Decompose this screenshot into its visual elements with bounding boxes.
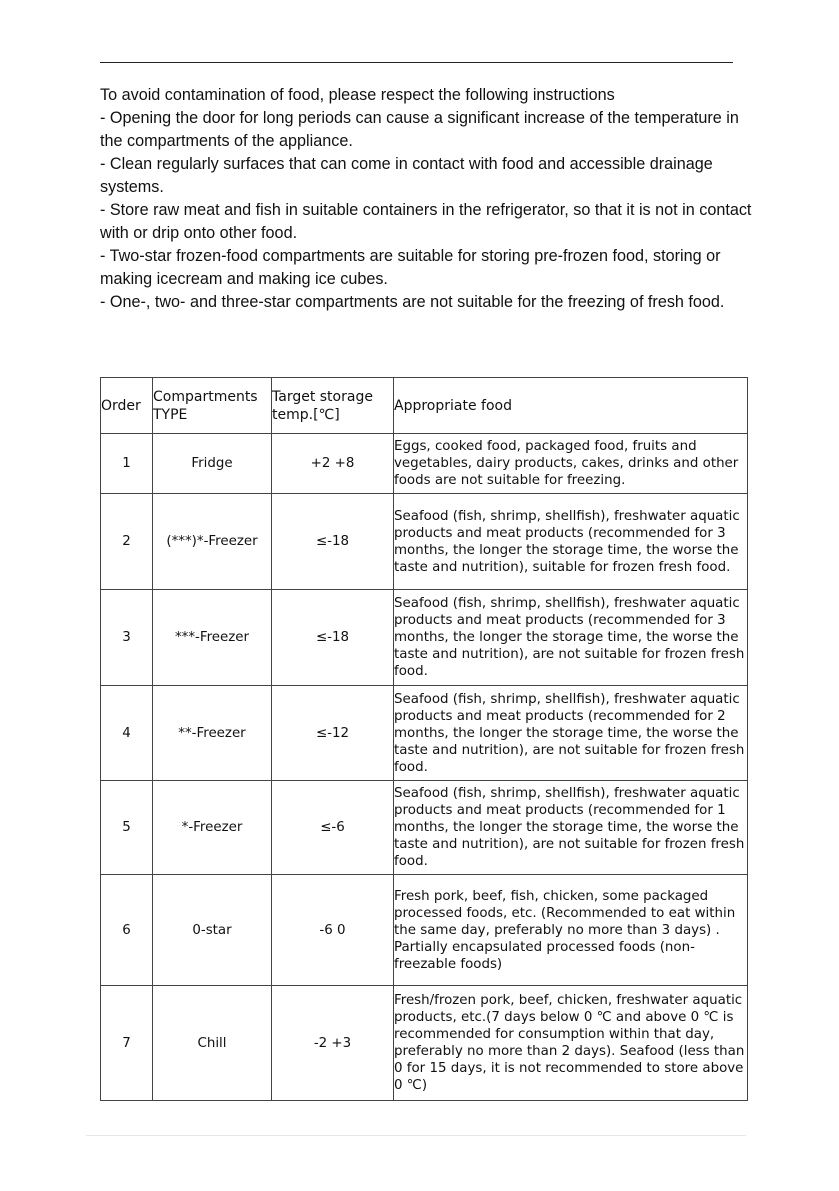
cell-food: Seafood (fish, shrimp, shellfish), freshwater aquatic products and meat products (recommended for 3 months, the longer the storage time, the worse the taste and nutrition), suitable for frozen fresh food. xyxy=(394,494,748,590)
cell-order: 6 xyxy=(101,875,153,986)
cell-food: Eggs, cooked food, packaged food, fruits and vegetables, dairy products, cakes, drinks and other foods are not suitable for freezing. xyxy=(394,434,748,494)
instructions-intro: To avoid contamination of food, please respect the following instructions xyxy=(100,86,615,104)
cell-type: Fridge xyxy=(153,434,272,494)
instruction-item: - One-, two- and three-star compartments are not suitable for the freezing of fresh food. xyxy=(100,293,725,311)
cell-temp: ≤-18 xyxy=(272,494,394,590)
cell-temp: ≤-12 xyxy=(272,686,394,781)
cell-temp: -2 +3 xyxy=(272,986,394,1101)
cell-food: Fresh/frozen pork, beef, chicken, freshwater aquatic products, etc.(7 days below 0 ℃ and above 0 ℃ is recommended for consumption within that day, preferably no more than 2 days). Seafood (less than 0 for 15 days, it is not recommended to store above 0 ℃) xyxy=(394,986,748,1101)
cell-food: Seafood (fish, shrimp, shellfish), freshwater aquatic products and meat products (recommended for 3 months, the longer the storage time, the worse the taste and nutrition), are not suitable for frozen fresh food. xyxy=(394,590,748,686)
table-row xyxy=(101,494,748,590)
cell-type: Chill xyxy=(153,986,272,1101)
table-row xyxy=(101,434,748,494)
table-row xyxy=(101,686,748,781)
table-row xyxy=(101,875,748,986)
cell-temp: ≤-18 xyxy=(272,590,394,686)
cell-order: 4 xyxy=(101,686,153,781)
cell-order: 2 xyxy=(101,494,153,590)
bottom-rule xyxy=(86,1135,746,1136)
cell-temp: ≤-6 xyxy=(272,781,394,875)
instructions-block xyxy=(100,84,760,314)
cell-order: 7 xyxy=(101,986,153,1101)
table-row xyxy=(101,590,748,686)
cell-type: 0-star xyxy=(153,875,272,986)
cell-food: Seafood (fish, shrimp, shellfish), freshwater aquatic products and meat products (recommended for 1 months, the longer the storage time, the worse the taste and nutrition), are not suitable for frozen fresh food. xyxy=(394,781,748,875)
cell-order: 5 xyxy=(101,781,153,875)
cell-type: ***-Freezer xyxy=(153,590,272,686)
cell-temp: +2 +8 xyxy=(272,434,394,494)
instruction-item: - Clean regularly surfaces that can come in contact with food and accessible drainage systems. xyxy=(100,155,713,196)
cell-type: *-Freezer xyxy=(153,781,272,875)
cell-temp: -6 0 xyxy=(272,875,394,986)
cell-type: (***)*-Freezer xyxy=(153,494,272,590)
header-food: Appropriate food xyxy=(394,378,748,434)
header-temp: Target storage temp.[℃] xyxy=(272,378,394,434)
table-header-row xyxy=(101,378,748,434)
instruction-item: - Opening the door for long periods can cause a significant increase of the temperature in the compartments of the appliance. xyxy=(100,109,739,150)
cell-order: 3 xyxy=(101,590,153,686)
header-order: Order xyxy=(101,378,153,434)
cell-food: Seafood (fish, shrimp, shellfish), freshwater aquatic products and meat products (recommended for 2 months, the longer the storage time, the worse the taste and nutrition), are not suitable for frozen fresh food. xyxy=(394,686,748,781)
table-row xyxy=(101,986,748,1101)
instruction-item: - Store raw meat and fish in suitable containers in the refrigerator, so that it is not in contact with or drip onto other food. xyxy=(100,201,752,242)
table-row xyxy=(101,781,748,875)
compartment-table xyxy=(100,377,748,1101)
cell-type: **-Freezer xyxy=(153,686,272,781)
instruction-item: - Two-star frozen-food compartments are suitable for storing pre-frozen food, storing or making icecream and making ice cubes. xyxy=(100,247,721,288)
header-type: Compartments TYPE xyxy=(153,378,272,434)
cell-order: 1 xyxy=(101,434,153,494)
cell-food: Fresh pork, beef, fish, chicken, some packaged processed foods, etc. (Recommended to eat within the same day, preferably no more than 3 days) . Partially encapsulated processed foods (non-freezable foods) xyxy=(394,875,748,986)
top-rule xyxy=(100,62,733,63)
